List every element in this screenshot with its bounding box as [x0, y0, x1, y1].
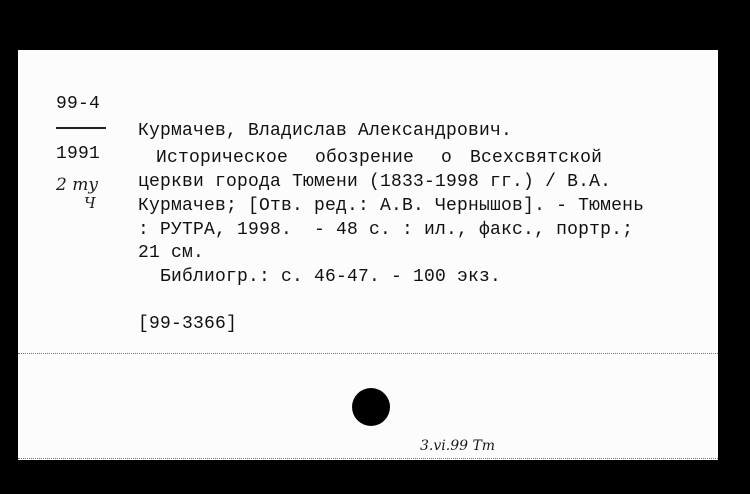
card-text-line: Курмачев, Владислав Александрович.	[138, 121, 513, 141]
card-text-line: Библиогр.: с. 46-47. - 100 экз.	[138, 267, 502, 287]
punch-hole	[352, 388, 390, 426]
handwritten-date: 3.vi.99 Тт	[420, 438, 496, 454]
card-code: 99-4	[56, 94, 101, 114]
card-year: 1991	[56, 144, 101, 164]
handwritten-side-note: 2 ту	[56, 175, 99, 195]
scan-dotted-line-bottom	[18, 458, 718, 459]
catalog-card	[18, 50, 718, 460]
card-text-line: Курмачев; [Отв. ред.: А.В. Чернышов]. - Тюмень	[138, 196, 645, 216]
card-text-line: Историческое обозрение о Всехсвятской	[138, 148, 603, 168]
card-text-line: церкви города Тюмени (1833-1998 гг.) / В.А.	[138, 172, 612, 192]
card-text-line: : РУТРА, 1998. - 48 с. : ил., факс., портр.;	[138, 220, 634, 240]
scan-dotted-line	[18, 353, 718, 354]
card-text-line: 21 см.	[138, 243, 205, 263]
handwritten-side-mark: Ч	[84, 194, 96, 212]
code-divider	[56, 127, 106, 129]
accession-number: [99-3366]	[138, 314, 238, 334]
